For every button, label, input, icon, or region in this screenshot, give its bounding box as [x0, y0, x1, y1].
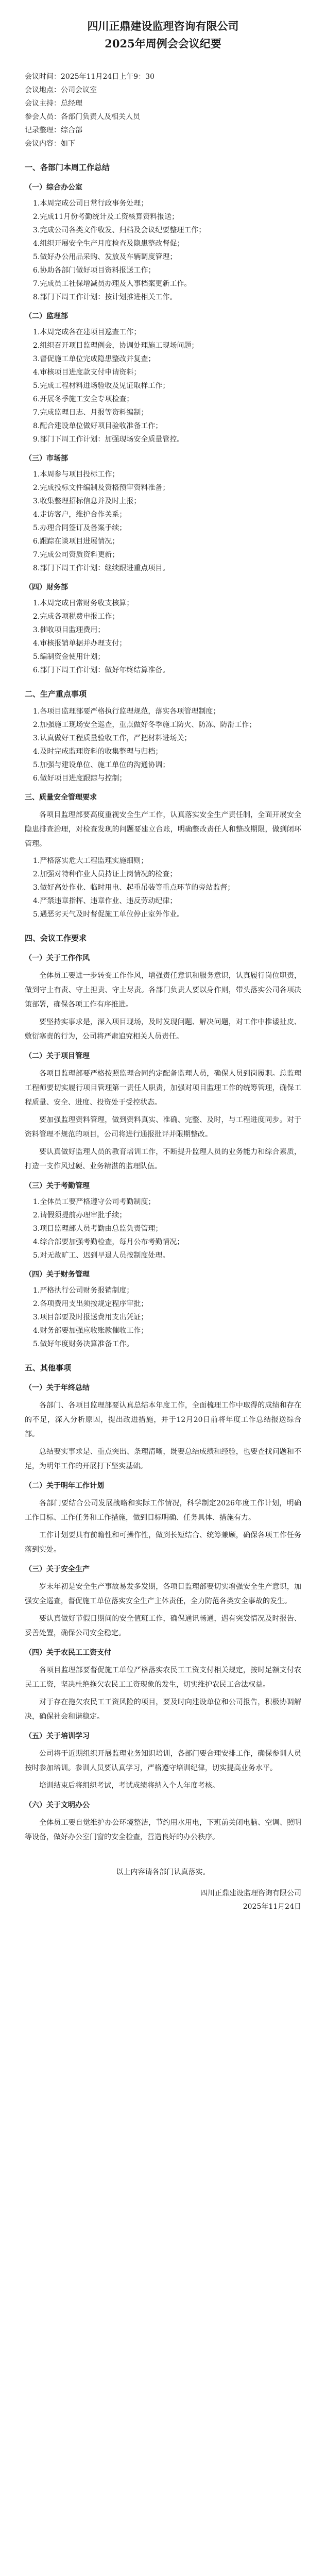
- list-item: 5.遇恶劣天气及时督促施工单位停止室外作业。: [33, 910, 184, 919]
- subsection-heading: （四）关于财务管理: [25, 1270, 90, 1279]
- paragraph: 对于存在拖欠农民工工资风险的项目，要及时向建设单位和公司报告，积极协调解决，确保社会和谐稳定。: [25, 1698, 301, 1721]
- list-item: 9.部门下周工作计划：加强现场安全质量管控。: [33, 435, 184, 444]
- signature: 四川正鼎建设监理咨询有限公司: [200, 1889, 301, 1897]
- list-item: 8.部门下周工作计划：继续跟进重点项目。: [33, 564, 170, 572]
- subsection-heading: 三、质量安全管理要求: [25, 793, 97, 802]
- list-item: 4.审核项目进度款支付申请资料；: [33, 368, 141, 377]
- sign-date: 2025年11月24日: [243, 1903, 301, 1911]
- paragraph: 要坚持实事求是，深入项目现场，及时发现问题、解决问题，对工作中推诿扯皮、敷衍塞责的行为，公司将严肃追究相关人员责任。: [25, 1018, 301, 1041]
- list-item: 4.走访客户，维护合作关系；: [33, 511, 127, 519]
- list-item: 3.催收项目监理费用；: [33, 626, 105, 634]
- paragraph: 总结要实事求是、重点突出、条理清晰，既要总结成绩和经验，也要查找问题和不足，为明年工作的开展打下坚实基础。: [25, 1448, 301, 1470]
- list-item: 3.督促施工单位完成隐患整改并复查；: [33, 355, 156, 363]
- paragraph: 各项目监理部要严格按照监理合同约定配备监理人员，确保人员到岗履职。总监理工程师要切实履行项目管理第一责任人职责，加强对项目监理工作的统筹管理，确保工程质量、安全、进度、投资处于受控状态。: [25, 1070, 301, 1107]
- meta-line: 会议地点：公司会议室: [25, 86, 97, 94]
- list-item: 1.严格执行公司财务报销制度；: [33, 1286, 134, 1295]
- subsection-heading: （三）关于安全生产: [25, 1565, 90, 1573]
- list-item: 2.完成投标文件编制及资格预审资料准备；: [33, 484, 170, 492]
- subsection-heading: （三）关于考勤管理: [25, 1182, 90, 1190]
- paragraph: 全体员工要进一步转变工作作风，增强责任意识和服务意识，认真履行岗位职责，做到守土有责、守土担责、守土尽责。各部门负责人要以身作则，带头落实公司各项决策部署，确保各项工作有序推进。: [25, 972, 301, 1009]
- list-item: 2.加强施工现场安全巡查，重点做好冬季施工防火、防冻、防滑工作；: [33, 721, 256, 729]
- meta-line: 记录整理：综合部: [25, 126, 82, 134]
- list-item: 3.项目部要及时报送费用支出凭证；: [33, 1313, 148, 1321]
- list-item: 6.部门下周工作计划：做好年终结算准备。: [33, 666, 170, 674]
- list-item: 2.加强对特种作业人员持证上岗情况的检查；: [33, 870, 177, 878]
- list-item: 1.本周完成日常财务收支核算；: [33, 599, 134, 607]
- subsection-heading: （二）关于项目管理: [25, 1052, 90, 1060]
- list-item: 2.请假须提前办理审批手续；: [33, 1211, 127, 1219]
- paragraph: 公司将于近期组织开展监理业务知识培训，各部门要合理安排工作，确保参训人员按时参加培训。参训人员要认真学习，严格遵守培训纪律，切实提高业务水平。: [25, 1750, 301, 1772]
- meta-line: 会议时间：2025年11月24日上午9：30: [25, 73, 155, 81]
- section-heading: 一、各部门本周工作总结: [25, 163, 110, 172]
- list-item: 1.本周完成公司日常行政事务处理；: [33, 199, 148, 208]
- meta-line: 会议内容：如下: [25, 140, 75, 148]
- list-item: 8.部门下周工作计划：按计划推进相关工作。: [33, 293, 177, 301]
- list-item: 4.严禁违章指挥、违章作业、违反劳动纪律；: [33, 897, 177, 905]
- paragraph: 培训结束后将组织考试，考试成绩将纳入个人年度考核。: [39, 1782, 219, 1790]
- list-item: 1.各项目监理部要严格执行监理规范，落实各项管理制度；: [33, 707, 220, 716]
- list-item: 7.完成公司资质资料更新；: [33, 551, 119, 559]
- list-item: 3.认真做好工程质量验收工作，严把材料进场关；: [33, 734, 192, 742]
- list-item: 4.审核报销单据并办理支付；: [33, 639, 127, 648]
- list-item: 1.全体员工要严格遵守公司考勤制度；: [33, 1198, 156, 1206]
- paragraph: 工作计划要具有前瞻性和可操作性，做到长短结合、统筹兼顾，确保各项工作任务落到实处。: [25, 1531, 301, 1554]
- paragraph: 要认真做好节假日期间的安全值班工作，确保通讯畅通，遇有突发情况及时报告、妥善处置，确保公司安全稳定。: [25, 1615, 301, 1637]
- list-item: 5.完成工程材料进场验收及见证取样工作；: [33, 382, 170, 390]
- list-item: 6.协助各部门做好项目资料报送工作；: [33, 266, 156, 275]
- list-item: 4.及时完成监理资料的收集整理与归档；: [33, 748, 163, 756]
- paragraph: 各部门、各项目监理部要认真总结本年度工作，全面梳理工作中取得的成绩和存在的不足，深入分析原因，提出改进措施，并于12月20日前将年度工作总结报送综合部。: [25, 1401, 301, 1438]
- paragraph: 要加强监理资料管理，做到资料真实、准确、完整、及时，与工程进度同步。对于资料管理不规范的项目，公司将进行通报批评并限期整改。: [25, 1116, 301, 1139]
- section-heading: 四、会议工作要求: [25, 934, 87, 943]
- list-item: 3.收集整理招标信息并及时上报；: [33, 497, 141, 505]
- paragraph: 各部门要结合公司发展战略和实际工作情况，科学制定2026年度工作计划，明确工作目标、工作任务和工作措施，做到目标明确、任务具体、措施有力。: [25, 1499, 301, 1522]
- list-item: 2.完成11月份考勤统计及工资核算资料报送；: [33, 213, 179, 221]
- paragraph: 各项目监理部要督促施工单位严格落实农民工工资支付相关规定，按时足额支付农民工工资，坚决杜绝拖欠农民工工资现象的发生，切实维护农民工合法权益。: [25, 1666, 301, 1689]
- subsection-heading: （三）市场部: [25, 454, 68, 463]
- subsection-heading: （一）关于工作作风: [25, 954, 90, 962]
- document-body: [25, 160, 301, 1844]
- subsection-heading: （二）监理部: [25, 312, 68, 320]
- list-item: 5.加强与建设单位、施工单位的沟通协调；: [33, 761, 170, 769]
- meta-line: 参会人员：各部门负责人及相关人员: [25, 113, 140, 121]
- section-heading: 五、其他事项: [25, 1363, 72, 1372]
- subsection-heading: （五）关于培训学习: [25, 1732, 90, 1740]
- list-item: 5.对无故旷工、迟到早退人员按制度处理。: [33, 1251, 170, 1260]
- meta-line: 会议主持：总经理: [25, 99, 82, 108]
- meeting-meta: [25, 70, 301, 150]
- section-heading: 二、生产重点事项: [25, 689, 87, 699]
- paragraph: 全体员工要自觉维护办公环境整洁，节约用水用电，下班前关闭电脑、空调、照明等设备，做好办公室门窗的安全检查，营造良好的办公秩序。: [25, 1819, 301, 1841]
- list-item: 6.开展冬季施工安全专项检查；: [33, 395, 134, 403]
- list-item: 3.项目监理部人员考勤由总监负责管理；: [33, 1225, 163, 1233]
- paragraph: 要认真做好监理人员的教育培训工作，不断提升监理人员的业务能力和综合素质，打造一支作风过硬、业务精湛的监理队伍。: [25, 1148, 301, 1171]
- list-item: 5.编制资金使用计划；: [33, 653, 105, 661]
- list-item: 2.完成各项税费申报工作；: [33, 613, 119, 621]
- list-item: 5.做好办公用品采购、发放及车辆调度管理；: [33, 253, 177, 261]
- list-item: 2.各项费用支出须按规定程序审批；: [33, 1300, 148, 1308]
- company-title: 四川正鼎建设监理咨询有限公司: [87, 20, 239, 32]
- subsection-heading: （二）关于明年工作计划: [25, 1482, 104, 1490]
- list-item: 6.跟踪在谈项目进展情况；: [33, 537, 119, 546]
- list-item: 3.做好高处作业、临时用电、起重吊装等重点环节的旁站监督；: [33, 884, 235, 892]
- meeting-title: 2025年周例会会议纪要: [105, 37, 221, 50]
- list-item: 5.办理合同签订及备案手续；: [33, 524, 127, 532]
- subsection-heading: （六）关于文明办公: [25, 1801, 90, 1809]
- subsection-heading: （四）关于农民工工资支付: [25, 1649, 111, 1657]
- list-item: 4.组织开展安全生产月度检查及隐患整改督促；: [33, 240, 184, 248]
- list-item: 1.严格落实危大工程监理实施细则；: [33, 857, 148, 865]
- paragraph: 岁末年初是安全生产事故易发多发期，各项目监理部要切实增强安全生产意识，加强安全巡查，督促施工单位落实安全生产主体责任，全力防范各类安全事故的发生。: [25, 1583, 301, 1605]
- list-item: 4.财务部要加强应收账款催收工作；: [33, 1327, 148, 1335]
- list-item: 8.配合建设单位做好项目验收准备工作；: [33, 422, 163, 430]
- list-item: 2.组织召开项目监理例会，协调处理施工现场问题；: [33, 342, 199, 350]
- ending-note: 以上内容请各部门认真落实。: [116, 1868, 210, 1876]
- list-item: 1.本周完成各在建项目巡查工作；: [33, 328, 141, 336]
- list-item: 1.本周参与项目投标工作；: [33, 470, 119, 479]
- list-item: 7.完成员工社保增减员办理及人事档案更新工作。: [33, 280, 192, 288]
- list-item: 3.完成公司各类文件收发、归档及会议纪要整理工作；: [33, 226, 206, 234]
- paragraph: 各项目监理部要高度重视安全生产工作，认真落实安全生产责任制，全面开展安全隐患排查治理，对检查发现的问题要建立台账，明确整改责任人和整改期限，做到闭环管理。: [25, 811, 301, 848]
- subsection-heading: （一）综合办公室: [25, 183, 82, 192]
- list-item: 4.综合部要加强考勤检查，每月公布考勤情况；: [33, 1238, 184, 1246]
- list-item: 5.做好年度财务决算准备工作。: [33, 1340, 134, 1348]
- list-item: 7.完成监理日志、月报等资料编制；: [33, 409, 148, 417]
- subsection-heading: （一）关于年终总结: [25, 1384, 90, 1392]
- list-item: 6.做好项目进度跟踪与控制；: [33, 774, 127, 783]
- subsection-heading: （四）财务部: [25, 583, 68, 591]
